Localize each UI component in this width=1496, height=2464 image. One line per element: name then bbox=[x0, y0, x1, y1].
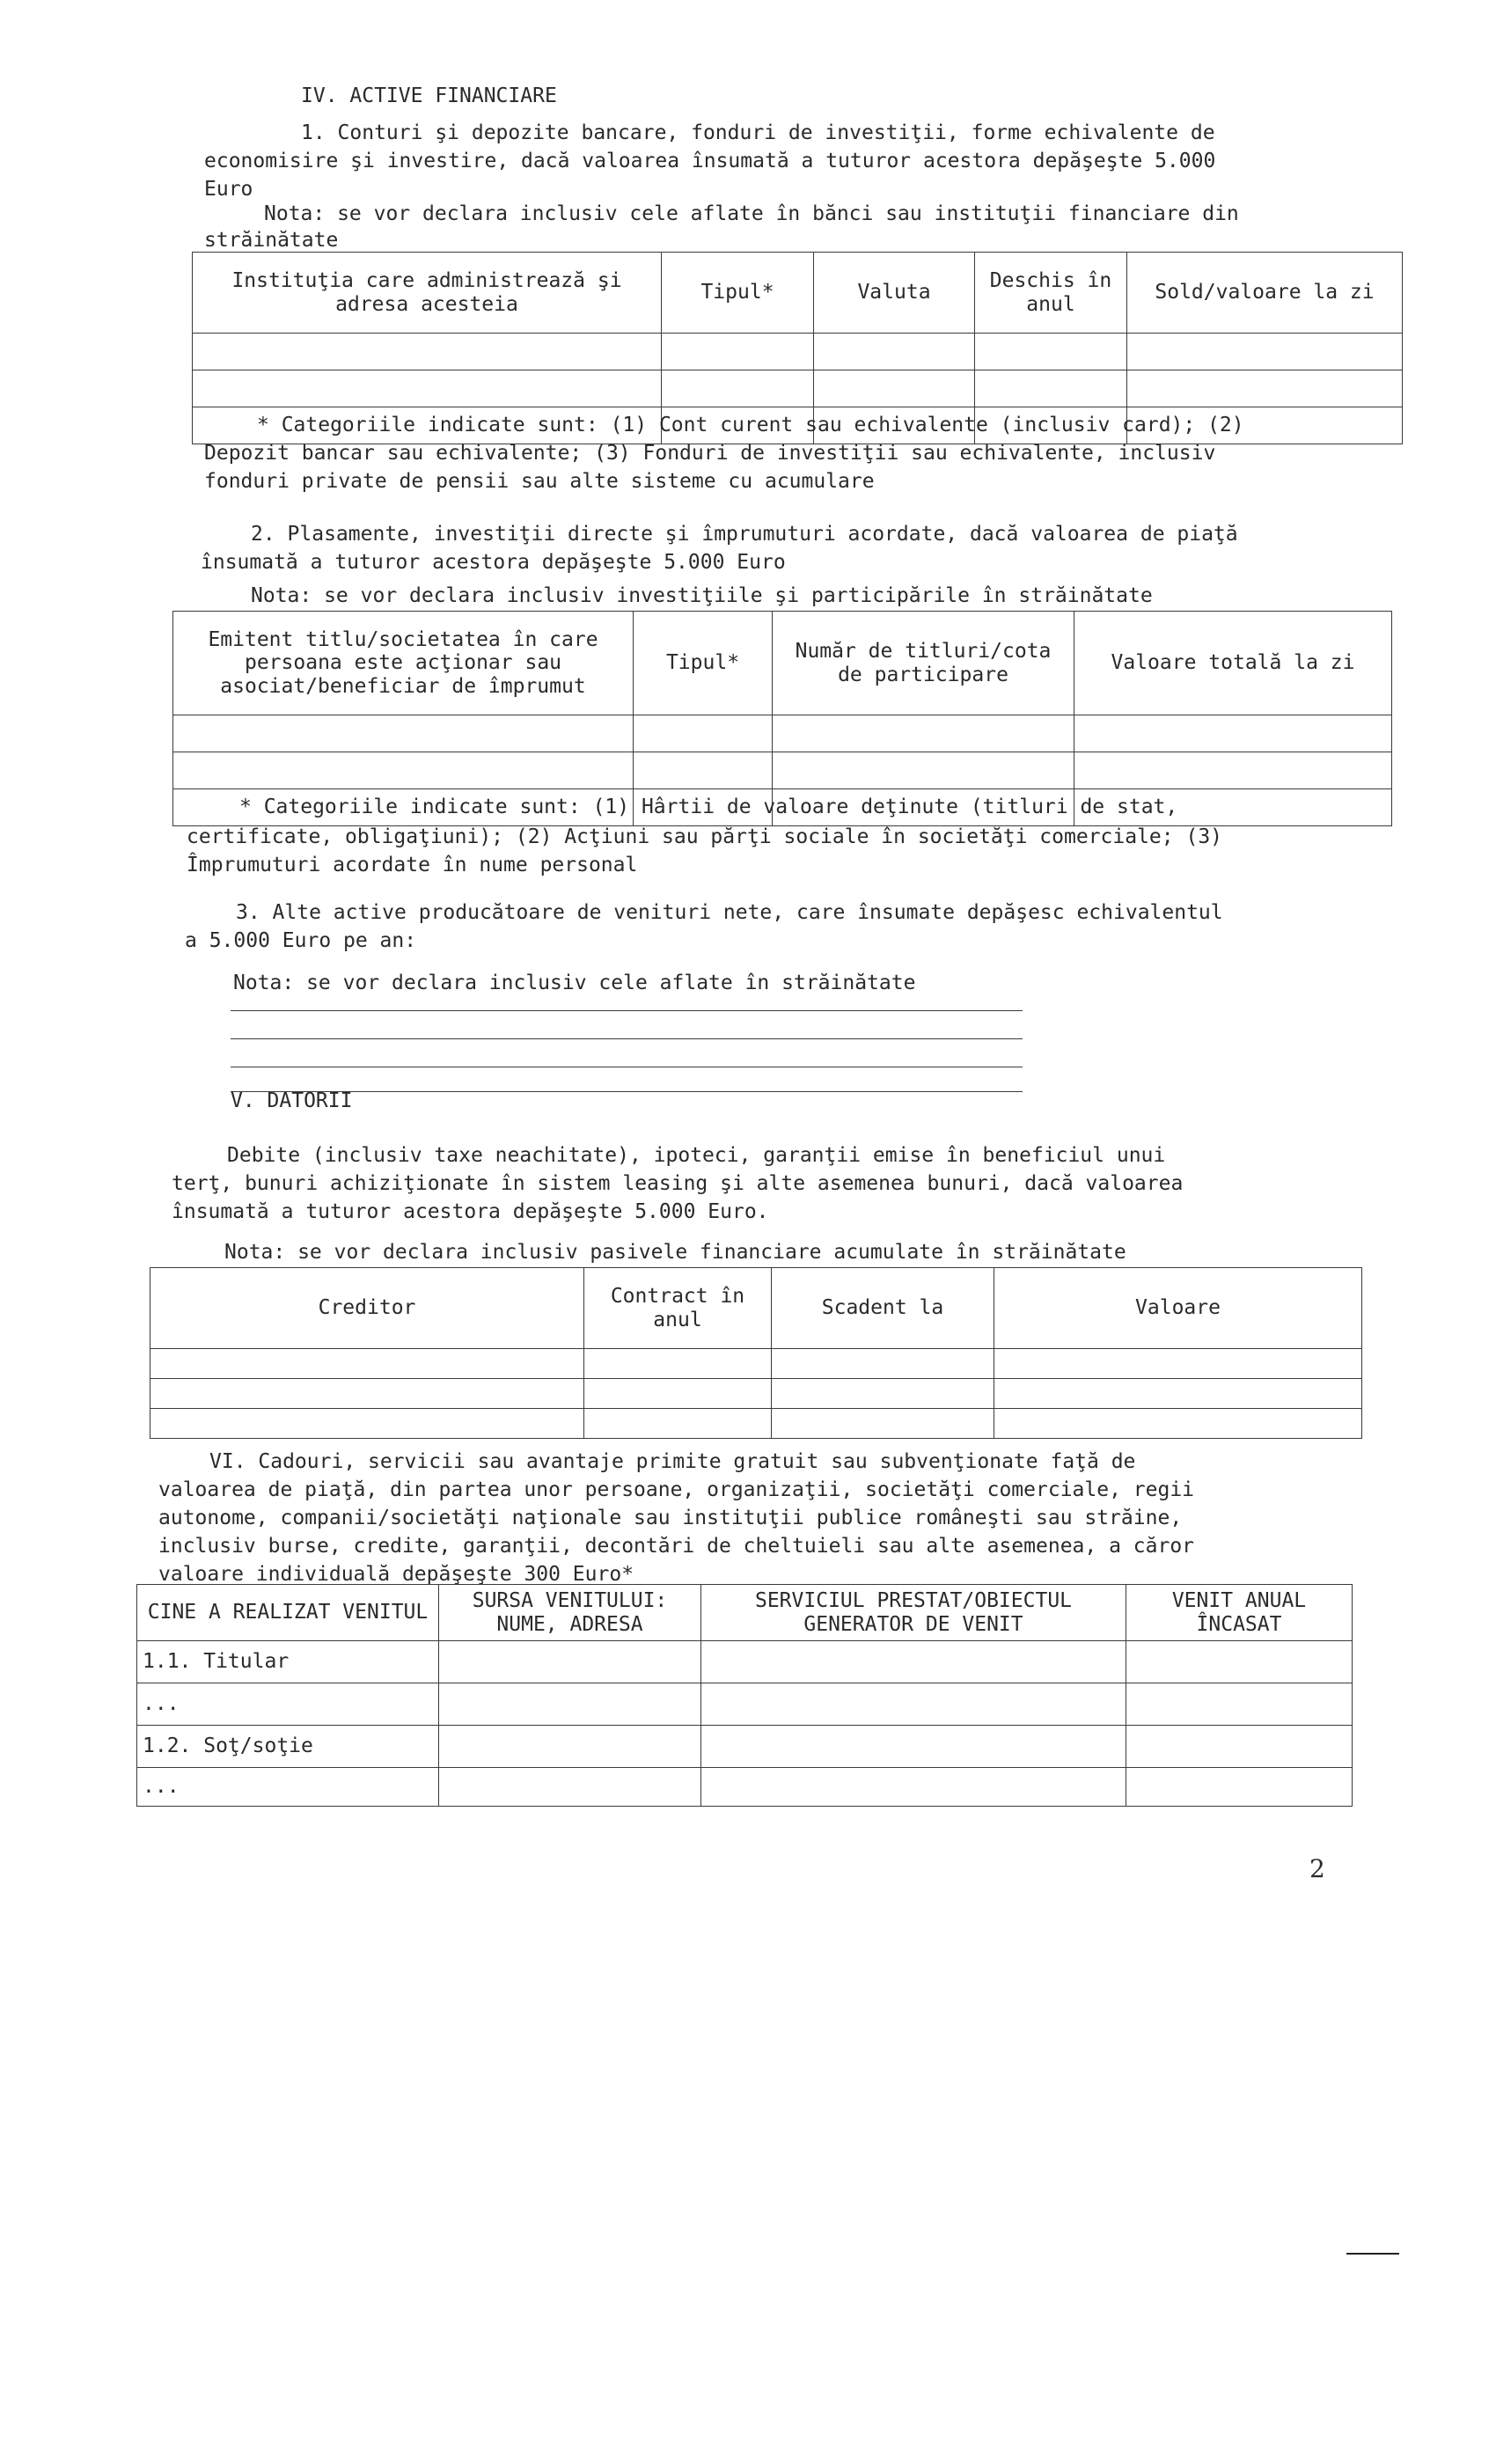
section-5-heading: V. DATORII bbox=[231, 1089, 353, 1112]
investments-table bbox=[172, 611, 1392, 826]
s5-paragraph-line-1: Debite (inclusiv taxe neachitate), ipoteci, garanţii emise în beneficiul unui bbox=[227, 1144, 1166, 1167]
th-shares-count: Număr de titluri/cota de participare bbox=[773, 612, 1074, 715]
table-row bbox=[193, 370, 1403, 407]
s4-categories-1-line-1: * Categoriile indicate sunt: (1) Cont curent sau echivalente (inclusiv card); (2) bbox=[257, 414, 1244, 436]
th-balance: Sold/valoare la zi bbox=[1127, 253, 1403, 334]
th-issuer: Emitent titlu/societatea în care persoana este acţionar sau asociat/beneficiar de împrumut bbox=[173, 612, 634, 715]
th-type: Tipul* bbox=[634, 612, 773, 715]
page-number: 2 bbox=[1309, 1854, 1325, 1883]
table-row: ... bbox=[137, 1768, 1353, 1807]
s4-note-3: Nota: se vor declara inclusiv cele aflate în străinătate bbox=[233, 972, 916, 994]
section-4-heading: IV. ACTIVE FINANCIARE bbox=[301, 84, 557, 107]
th-currency: Valuta bbox=[814, 253, 975, 334]
s6-paragraph-line-5: valoare individuală depăşeşte 300 Euro* bbox=[158, 1563, 634, 1586]
s4-categories-1-line-2: Depozit bancar sau echivalente; (3) Fonduri de investiţii sau echivalente, inclusiv bbox=[204, 442, 1216, 465]
th-institution: Instituţia care administrează şi adresa acesteia bbox=[193, 253, 662, 334]
th-service: SERVICIUL PRESTAT/OBIECTUL GENERATOR DE VENIT bbox=[701, 1585, 1126, 1641]
s4-note-1-line-1: Nota: se vor declara inclusiv cele aflate în bănci sau instituţii financiare din bbox=[264, 202, 1239, 225]
th-type: Tipul* bbox=[662, 253, 814, 334]
s4-paragraph-1-line-3: Euro bbox=[204, 178, 253, 201]
s5-note: Nota: se vor declara inclusiv pasivele financiare acumulate în străinătate bbox=[224, 1241, 1126, 1264]
th-creditor: Creditor bbox=[150, 1268, 584, 1349]
s4-categories-2-line-1: * Categoriile indicate sunt: (1) Hârtii de valoare deţinute (titluri de stat, bbox=[239, 796, 1178, 818]
table-row: 1.1. Titular bbox=[137, 1641, 1353, 1683]
s4-paragraph-3-line-1: 3. Alte active producătoare de venituri nete, care însumate depăşesc echivalentul bbox=[236, 901, 1223, 924]
s5-paragraph-line-3: însumată a tuturor acestora depăşeşte 5.000 Euro. bbox=[172, 1200, 769, 1223]
table-row bbox=[173, 715, 1392, 752]
s4-paragraph-2-line-2: însumată a tuturor acestora depăşeşte 5.000 Euro bbox=[201, 551, 786, 574]
table-row bbox=[193, 334, 1403, 370]
s4-paragraph-2-line-1: 2. Plasamente, investiţii directe şi împrumuturi acordate, dacă valoarea de piaţă bbox=[251, 523, 1238, 546]
s4-categories-2-line-2: certificate, obligaţiuni); (2) Acţiuni sau părţi sociale în societăţi comerciale; (3) bbox=[187, 825, 1223, 848]
s4-paragraph-1-line-2: economisire şi investire, dacă valoarea însumată a tuturor acestora depăşeşte 5.000 bbox=[204, 150, 1216, 172]
blank-line bbox=[231, 1010, 1023, 1011]
table-row bbox=[173, 752, 1392, 789]
s5-paragraph-line-2: terţ, bunuri achiziţionate în sistem leasing şi alte asemenea bunuri, dacă valoarea bbox=[172, 1172, 1184, 1195]
th-contract-year: Contract în anul bbox=[584, 1268, 772, 1349]
s6-paragraph-line-4: inclusiv burse, credite, garanţii, decontări de cheltuieli sau alte asemenea, a căror bbox=[158, 1535, 1195, 1558]
table-row bbox=[150, 1409, 1362, 1439]
s4-paragraph-1-line-1: 1. Conturi şi depozite bancare, fonduri de investiţii, forme echivalente de bbox=[301, 121, 1215, 144]
table-row: ... bbox=[137, 1683, 1353, 1726]
s4-categories-1-line-3: fonduri private de pensii sau alte sisteme cu acumulare bbox=[204, 470, 875, 493]
s4-note-1-line-2: străinătate bbox=[204, 229, 339, 252]
th-value: Valoare bbox=[994, 1268, 1362, 1349]
th-due-date: Scadent la bbox=[772, 1268, 994, 1349]
s6-paragraph-line-3: autonome, companii/societăţi naţionale sau instituţii publice româneşti sau străine, bbox=[158, 1507, 1183, 1529]
table-row bbox=[150, 1349, 1362, 1379]
th-annual-income: VENIT ANUAL ÎNCASAT bbox=[1126, 1585, 1353, 1641]
table-row: 1.2. Soţ/soţie bbox=[137, 1726, 1353, 1768]
table-row bbox=[150, 1379, 1362, 1409]
blank-line bbox=[231, 1038, 1023, 1039]
s4-categories-2-line-3: Împrumuturi acordate în nume personal bbox=[187, 854, 638, 876]
th-income-source: SURSA VENITULUI: NUME, ADRESA bbox=[439, 1585, 701, 1641]
th-total-value: Valoare totală la zi bbox=[1074, 612, 1392, 715]
s6-paragraph-line-2: valoarea de piaţă, din partea unor persoane, organizaţii, societăţi comerciale, regii bbox=[158, 1478, 1195, 1501]
th-opened-year: Deschis în anul bbox=[975, 253, 1127, 334]
margin-mark bbox=[1346, 2253, 1399, 2255]
s6-paragraph-line-1: VI. Cadouri, servicii sau avantaje primite gratuit sau subvenţionate faţă de bbox=[209, 1450, 1136, 1473]
s4-paragraph-3-line-2: a 5.000 Euro pe an: bbox=[185, 929, 417, 952]
s4-note-2: Nota: se vor declara inclusiv investiţiile şi participările în străinătate bbox=[251, 584, 1153, 607]
gifts-table bbox=[136, 1584, 1353, 1807]
th-income-earner: CINE A REALIZAT VENITUL bbox=[137, 1585, 439, 1641]
debts-table bbox=[150, 1267, 1362, 1439]
